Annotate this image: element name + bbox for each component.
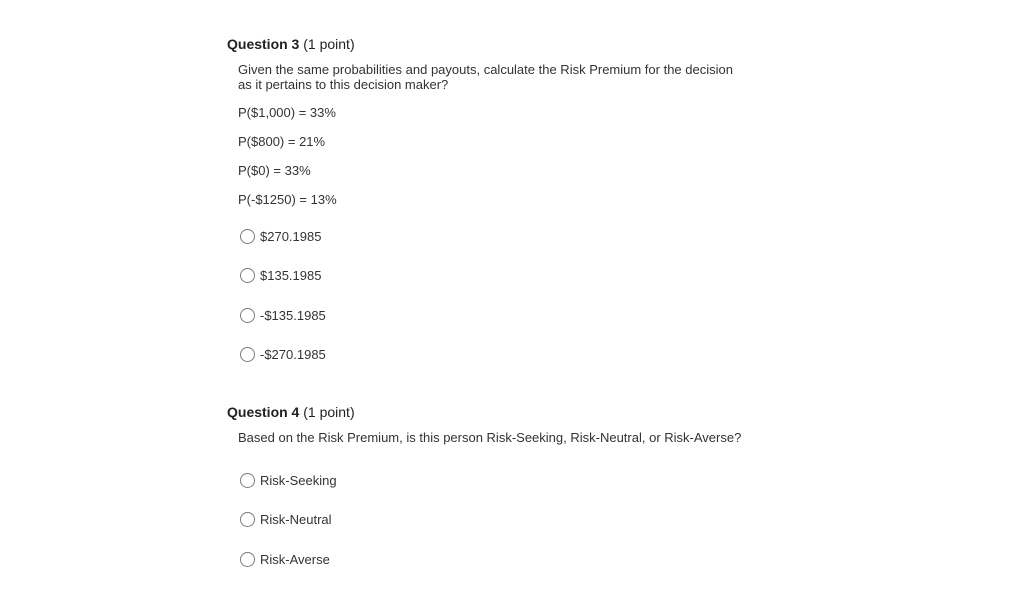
probability-item: P($800) = 21%: [238, 134, 326, 149]
q4-option-risk-neutral[interactable]: [240, 511, 767, 529]
option-label: $135.1985: [260, 268, 322, 283]
question-4-points: (1 point): [303, 404, 355, 420]
option-label: Risk-Neutral: [260, 512, 332, 527]
option-label: Risk-Seeking: [260, 472, 337, 488]
radio-button[interactable]: [240, 552, 255, 567]
q4-option-risk-averse[interactable]: [240, 550, 767, 568]
question-3-options: [240, 227, 767, 364]
q3-option-1[interactable]: [240, 227, 767, 245]
radio-button[interactable]: [240, 268, 255, 283]
option-label: -$270.1985: [260, 347, 326, 362]
question-3-prompt: Given the same probabilities and payouts, calculate the Risk Premium for the decision as it pertains to this decision maker?: [238, 62, 733, 92]
question-4-body: [238, 430, 767, 568]
question-3-points: (1 point): [303, 36, 355, 52]
question-4-prompt: Based on the Risk Premium, is this person Risk-Seeking, Risk-Neutral, or Risk-Averse?: [238, 430, 742, 445]
q3-option-4[interactable]: [240, 346, 767, 364]
q3-option-2[interactable]: [240, 267, 767, 285]
question-4: [227, 404, 767, 590]
radio-button[interactable]: [240, 347, 255, 362]
radio-button[interactable]: [240, 229, 255, 244]
question-3-header: [227, 36, 767, 52]
question-4-options: [240, 471, 767, 568]
probability-item: P($1,000) = 33%: [238, 105, 336, 120]
question-4-number: Question 4: [227, 404, 300, 420]
question-3: [227, 36, 767, 385]
option-label: -$135.1985: [260, 307, 326, 323]
probability-list: [238, 105, 767, 207]
radio-button[interactable]: [240, 512, 255, 527]
q4-option-risk-seeking[interactable]: [240, 471, 767, 489]
q3-option-3[interactable]: [240, 306, 767, 324]
probability-item: P($0) = 33%: [238, 163, 311, 178]
option-label: Risk-Averse: [260, 551, 330, 567]
question-3-body: [238, 62, 767, 364]
question-3-number: Question 3: [227, 36, 300, 52]
radio-button[interactable]: [240, 308, 255, 323]
radio-button[interactable]: [240, 473, 255, 488]
option-label: $270.1985: [260, 228, 322, 244]
question-4-header: [227, 404, 767, 420]
probability-item: P(-$1250) = 13%: [238, 192, 337, 207]
